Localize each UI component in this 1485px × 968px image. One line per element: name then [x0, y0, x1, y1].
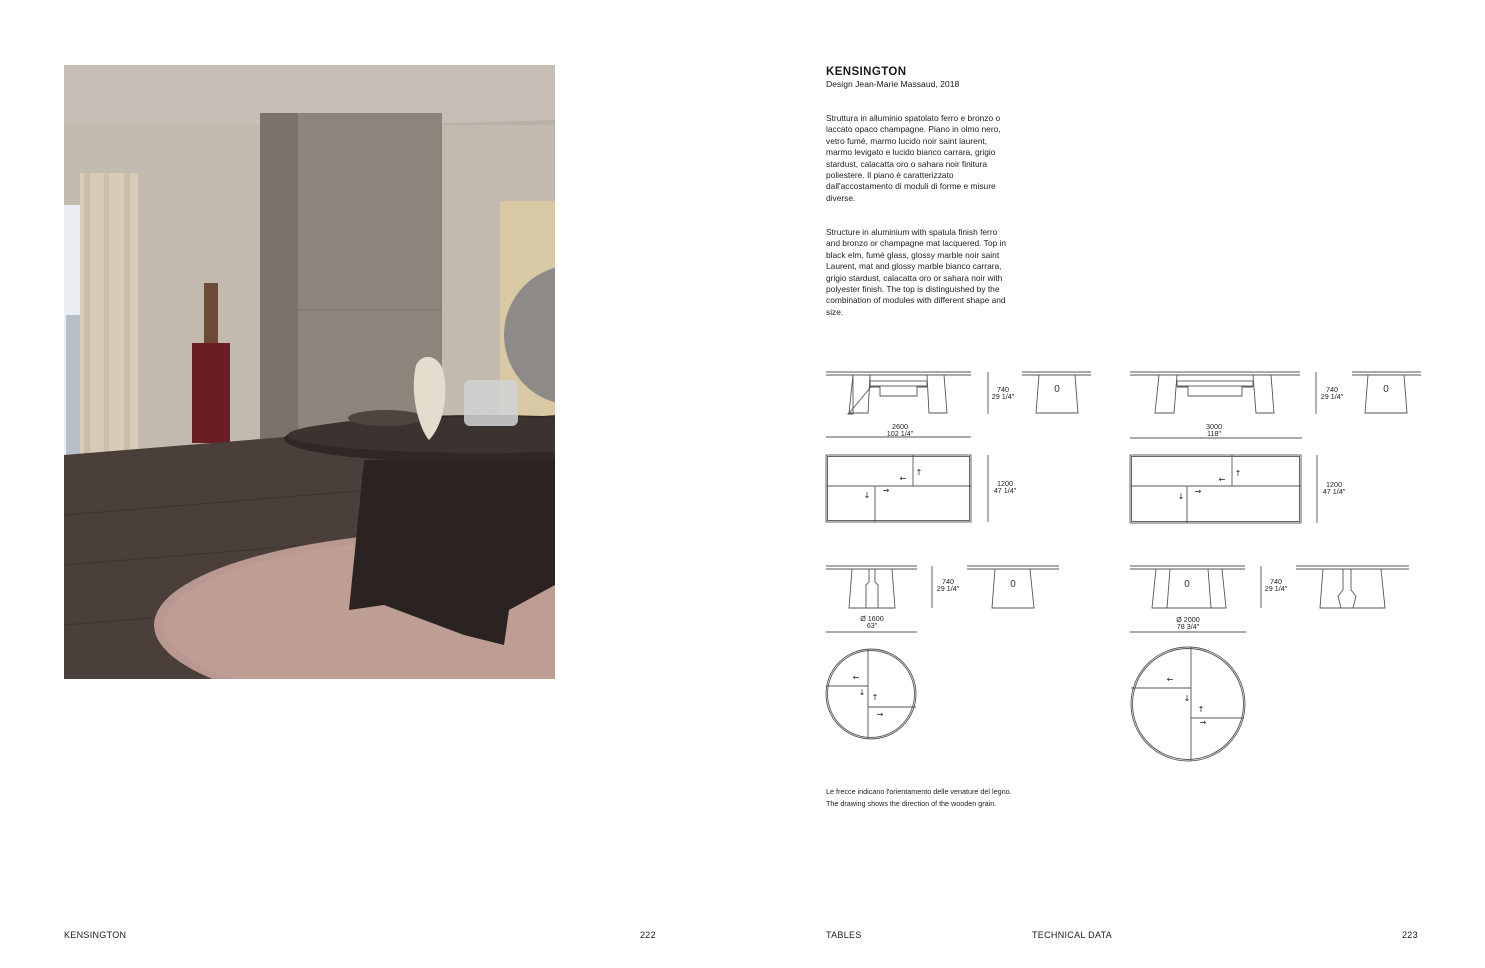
product-header [826, 65, 1086, 90]
footnote-italian: Le frecce indicano l'orientamento delle venature del legno. [826, 787, 1012, 796]
round-2000-plan [1131, 647, 1245, 761]
footer-left-title: KENSINGTON [64, 930, 127, 940]
round-1600-diameter-in: 63" [866, 621, 878, 630]
rect-3000-plan [1130, 455, 1301, 523]
footer-right-page-number: 223 [1402, 930, 1418, 940]
round-1600-end-label: 0 [1010, 579, 1016, 590]
product-photo [64, 65, 555, 679]
rect-3000-side-elevation [1130, 372, 1300, 413]
grain-arrow-down: ↓ [858, 688, 866, 697]
footer-right-label: TECHNICAL DATA [1032, 930, 1113, 940]
rect-2600-end-label: 0 [1054, 384, 1060, 395]
grain-arrow-up: ↑ [1234, 469, 1242, 478]
footer-left-page-number: 222 [640, 930, 656, 940]
footnote-english: The drawing shows the direction of the wooden grain. [826, 798, 997, 808]
round-1600-plan [826, 649, 916, 739]
grain-arrow-up: ↑ [915, 468, 923, 477]
grain-arrow-down: ↓ [1177, 492, 1185, 501]
rect-3000-height-in: 29 1/4" [1320, 392, 1344, 401]
rect-3000-length-mm: 3000 [1206, 422, 1222, 431]
grain-arrow-right: → [876, 710, 884, 719]
grain-arrow-up: ↑ [871, 693, 879, 702]
description-italian: Struttura in alluminio spatolato ferro e bronzo o laccato opaco champagne. Piano in olmo nero, vetro fumé, marmo lucido noir saint laurent, marmo levigato e lucido bianco carrara, grigio stardust, calacatta oro o sahara noir finitura poliestere. Il piano è caratterizzato dall'accostamento di moduli di forme e misure diverse. [826, 113, 1001, 203]
round-1600-diameter-mm: Ø 1600 [860, 614, 884, 623]
rect-3000-end-label: 0 [1383, 384, 1389, 395]
grain-arrow-down: ↓ [1183, 694, 1191, 703]
grain-arrow-left: ← [1218, 475, 1226, 484]
grain-arrow-left: ← [852, 673, 860, 682]
grain-arrow-left: ← [899, 474, 907, 483]
round-1600-height-in: 29 1/4" [936, 584, 960, 593]
rect-3000-depth-mm: 1200 [1326, 480, 1342, 489]
rect-2600-length-mm: 2600 [892, 422, 908, 431]
round-2000-side-elevation [1130, 566, 1245, 608]
rect-2600-height-mm: 740 [997, 385, 1009, 394]
round-1600-end-elevation [967, 566, 1059, 608]
rect-2600-depth-mm: 1200 [997, 479, 1013, 488]
description-english: Structure in aluminium with spatula finish ferro and bronzo or champagne mat lacquered. Top in black elm, fumé glass, glossy marble noir saint Laurent, mat and glossy marble bianco carrara, grigio stardust, calacatta oro or sahara noir with polyester finish. The top is distinguished by the combination of modules with different shape and size. [826, 227, 1007, 317]
rect-2600-height-in: 29 1/4" [991, 392, 1015, 401]
product-designer: Design Jean-Marie Massaud, 2018 [826, 79, 960, 89]
round-1600-height-mm: 740 [942, 577, 954, 586]
rect-2600-depth-in: 47 1/4" [993, 486, 1017, 495]
grain-arrow-right: → [882, 486, 890, 495]
grain-arrow-left: ← [1166, 675, 1174, 684]
rect-2600-side-elevation [826, 372, 971, 414]
grain-arrow-right: → [1194, 487, 1202, 496]
round-2000-diameter-in: 78 3/4" [1176, 622, 1200, 631]
grain-arrow-right: → [1199, 718, 1207, 727]
rect-3000-length-in: 118" [1206, 429, 1222, 438]
rect-3000-end-elevation [1352, 372, 1421, 413]
grain-arrow-down: ↓ [863, 491, 871, 500]
round-2000-height-in: 29 1/4" [1264, 584, 1288, 593]
round-2000-diameter-mm: Ø 2000 [1176, 615, 1200, 624]
interior-scene-image [64, 65, 555, 679]
round-2000-end-elevation [1296, 566, 1409, 608]
round-2000-height-mm: 740 [1270, 577, 1282, 586]
product-title: KENSINGTON [826, 66, 907, 78]
rect-2600-length-in: 102 1/4" [886, 429, 914, 438]
footer-right-section: TABLES [826, 930, 862, 940]
rect-3000-depth-in: 47 1/4" [1322, 487, 1346, 496]
rect-2600-plan [826, 455, 971, 522]
grain-footnote [826, 786, 1012, 809]
round-1600-side-elevation [826, 566, 917, 608]
round-2000-side-label: 0 [1184, 579, 1190, 590]
rect-3000-height-mm: 740 [1326, 385, 1338, 394]
rect-2600-end-elevation [1022, 372, 1091, 413]
grain-arrow-up: ↑ [1197, 705, 1205, 714]
